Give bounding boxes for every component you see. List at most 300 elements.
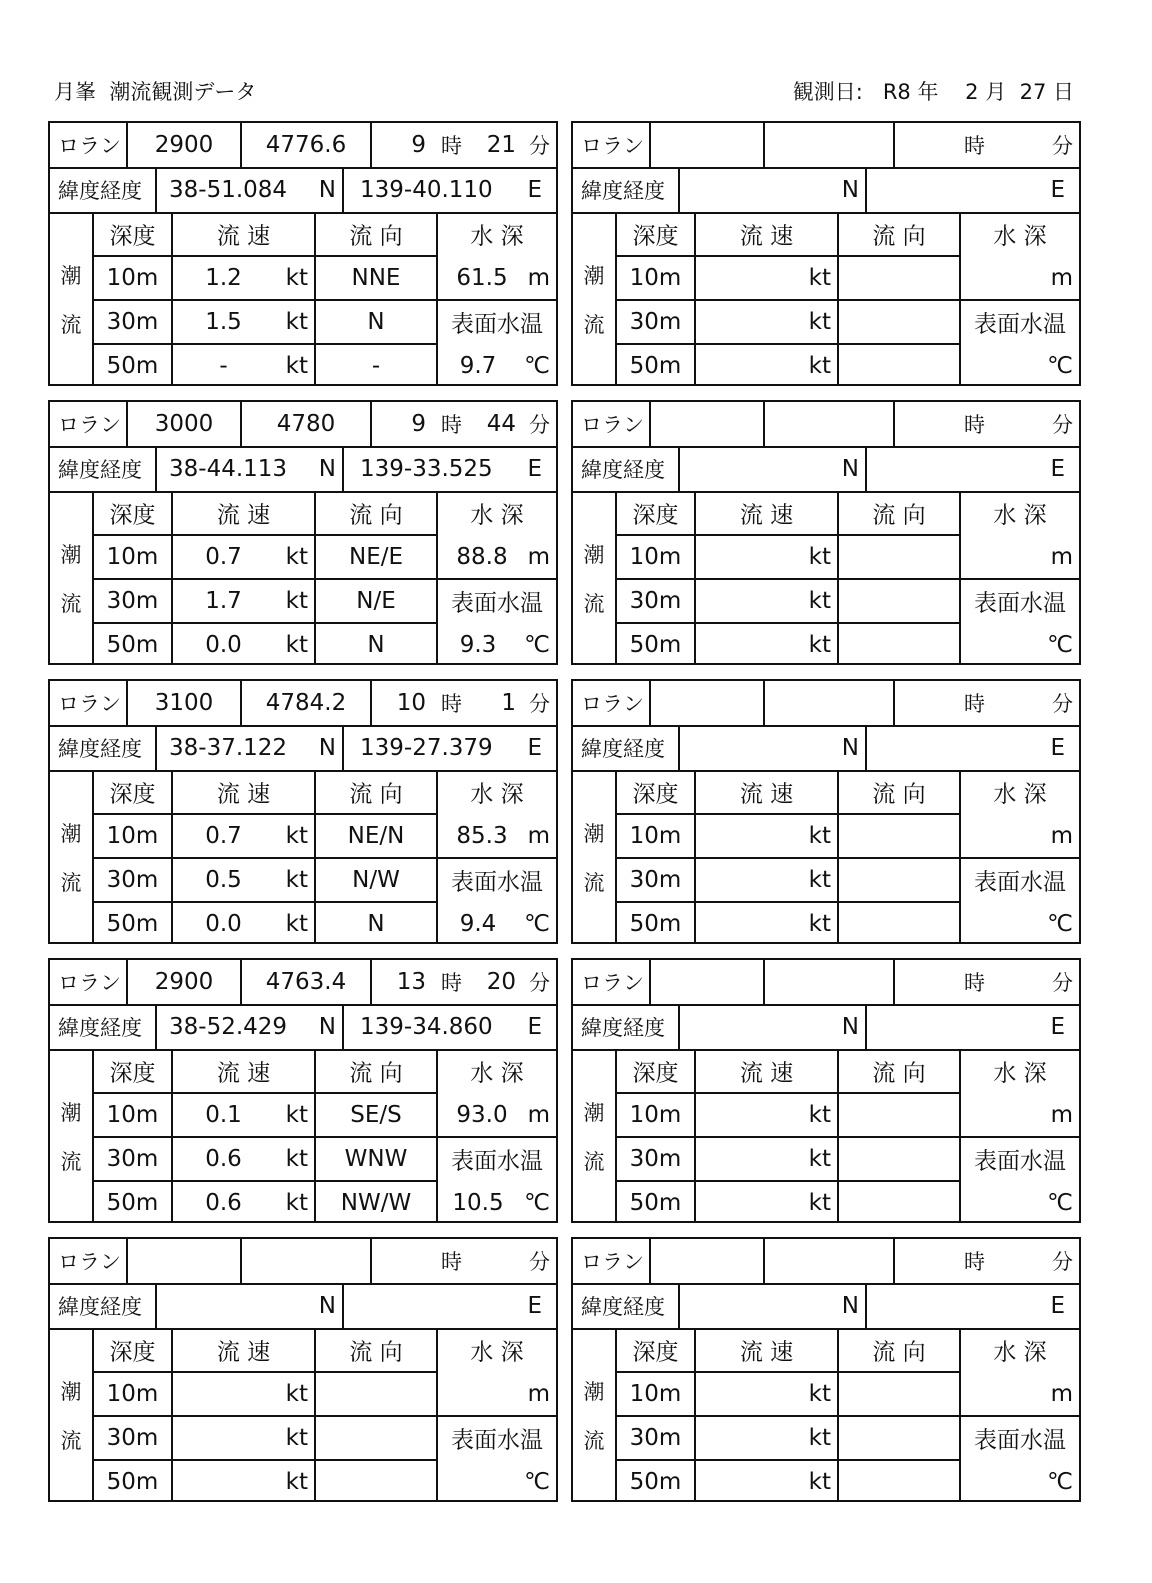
latlon-row: [573, 1004, 1079, 1051]
surface-temp-label: 表面水温: [451, 1148, 543, 1175]
loran1-cell: [651, 1239, 765, 1283]
speed-50m-cell: [173, 1460, 314, 1504]
water-depth-header-label: 水 深: [993, 223, 1047, 250]
kt-unit: kt: [808, 1425, 831, 1451]
tide-label-2: 流: [583, 871, 605, 895]
table-row: [94, 344, 171, 388]
celsius-unit: ℃: [1047, 911, 1073, 937]
latitude-cell: [680, 725, 867, 770]
speed-50m-cell: [696, 344, 837, 388]
kt-unit: kt: [808, 823, 831, 849]
speed-10m-cell: [696, 1372, 837, 1416]
tide-label-1: 潮: [60, 1380, 82, 1404]
hour-unit: 時: [964, 971, 985, 995]
dir-10m: NE/N: [347, 823, 405, 849]
loran1-value: 3000: [154, 411, 214, 437]
latlon-label-cell: [573, 725, 680, 770]
east-label: E: [1050, 1292, 1065, 1319]
dir-10m-cell: [316, 1093, 436, 1137]
depth-header-label: 深度: [632, 781, 679, 808]
table-row: [617, 1093, 694, 1137]
latlon-label-cell: [573, 167, 680, 212]
speed-50m: 0.0: [205, 632, 242, 658]
loran-row: [50, 960, 556, 1006]
water-depth-header: [961, 491, 1079, 535]
surface-temp-value: 9.4: [459, 911, 497, 937]
depth-10m: 10m: [106, 265, 159, 291]
dir-50m-cell: [839, 902, 959, 946]
water-depth-header: [961, 1049, 1079, 1093]
east-label: E: [527, 734, 542, 761]
table-row: [94, 623, 171, 667]
speed-10m-cell: [696, 1093, 837, 1137]
time-cell: [895, 123, 1079, 167]
east-label: E: [1050, 176, 1065, 203]
time-cell: [895, 960, 1079, 1004]
table-row: [94, 1181, 171, 1225]
kt-unit: kt: [808, 588, 831, 614]
hour-value: 9: [411, 411, 426, 437]
depth-30m: 30m: [106, 309, 159, 335]
dir-50m: NW/W: [340, 1190, 412, 1216]
water-depth-value: 61.5: [456, 265, 508, 291]
m-unit: m: [1050, 265, 1073, 291]
minute-value: 44: [486, 411, 516, 437]
water-depth-header: [961, 212, 1079, 256]
speed-header-label: 流 速: [739, 502, 794, 529]
tide-label-2: 流: [60, 592, 82, 616]
dir-50m: N: [367, 911, 385, 937]
water-depth-header: [438, 770, 556, 814]
m-unit: m: [527, 265, 550, 291]
loran2-cell: [765, 960, 895, 1004]
surface-temp-label: 表面水温: [974, 1427, 1066, 1454]
surface-temp-cell: [961, 1460, 1079, 1504]
kt-unit: kt: [808, 632, 831, 658]
speed-header-label: 流 速: [216, 1060, 271, 1087]
latlon-row: [573, 1283, 1079, 1330]
latitude-value: 38-51.084: [169, 176, 288, 203]
latlon-label: 緯度経度: [581, 178, 665, 203]
minute-unit: 分: [529, 413, 550, 437]
tide-label-1: 潮: [60, 1101, 82, 1125]
latlon-label: 緯度経度: [58, 1294, 142, 1319]
speed-50m-cell: [696, 623, 837, 667]
dir-10m-cell: [316, 256, 436, 300]
latitude-cell: [157, 446, 344, 491]
speed-header: [173, 212, 314, 256]
depth-50m: 50m: [629, 911, 682, 937]
loran-label: ロラン: [58, 413, 121, 437]
surface-temp-label-cell: [438, 300, 556, 344]
tide-label-2: 流: [583, 1429, 605, 1453]
loran1-cell: [128, 681, 242, 725]
direction-header: [316, 491, 436, 535]
longitude-cell: [867, 1283, 1079, 1328]
surface-temp-cell: [438, 902, 556, 946]
water-depth-header: [438, 491, 556, 535]
current-table: [573, 1049, 1079, 1221]
depth-header: [617, 491, 694, 535]
table-row: [617, 623, 694, 667]
depth-header: [617, 1049, 694, 1093]
depth-header-label: 深度: [109, 223, 156, 250]
loran-label-cell: [573, 402, 651, 446]
surface-temp-cell: [961, 1181, 1079, 1225]
depth-30m: 30m: [629, 309, 682, 335]
speed-30m-cell: [696, 579, 837, 623]
tide-label-1: 潮: [60, 264, 82, 288]
record-card: [48, 121, 558, 386]
water-depth-header-label: 水 深: [470, 781, 524, 808]
record-card: [48, 1237, 558, 1502]
direction-header-label: 流 向: [872, 1339, 926, 1366]
longitude-value: 139-33.525: [360, 455, 493, 482]
speed-10m-cell: [696, 535, 837, 579]
direction-header-label: 流 向: [349, 223, 403, 250]
loran-label-cell: [50, 1239, 128, 1283]
loran-row: [573, 1239, 1079, 1285]
depth-50m: 50m: [629, 1190, 682, 1216]
kt-unit: kt: [808, 309, 831, 335]
table-row: [617, 579, 694, 623]
surface-temp-cell: [438, 344, 556, 388]
depth-header: [94, 491, 171, 535]
speed-10m-cell: [173, 1093, 314, 1137]
water-depth-header-label: 水 深: [470, 502, 524, 529]
m-unit: m: [527, 544, 550, 570]
dir-10m-cell: [316, 535, 436, 579]
depth-30m: 30m: [629, 1146, 682, 1172]
surface-temp-cell: [438, 1460, 556, 1504]
speed-30m: 0.6: [205, 1146, 242, 1172]
table-row: [617, 1137, 694, 1181]
celsius-unit: ℃: [1047, 632, 1073, 658]
tide-label-2: 流: [60, 1429, 82, 1453]
depth-30m: 30m: [629, 867, 682, 893]
dir-10m-cell: [839, 535, 959, 579]
celsius-unit: ℃: [1047, 1190, 1073, 1216]
minute-unit: 分: [1052, 413, 1073, 437]
loran-row: [573, 681, 1079, 727]
time-cell: [895, 402, 1079, 446]
time-cell: [372, 1239, 556, 1283]
water-depth-cell: [438, 256, 556, 300]
kt-unit: kt: [808, 1469, 831, 1495]
water-depth-cell: [961, 1093, 1079, 1137]
direction-header: [316, 1049, 436, 1093]
latitude-cell: [157, 167, 344, 212]
speed-50m: -: [219, 353, 228, 379]
loran1-cell: [651, 960, 765, 1004]
loran2-cell: [765, 402, 895, 446]
dir-10m-cell: [839, 814, 959, 858]
surface-temp-label: 表面水温: [451, 311, 543, 338]
latlon-row: [50, 1283, 556, 1330]
tide-label-1: 潮: [583, 1101, 605, 1125]
loran1-value: 2900: [154, 132, 214, 158]
tide-label-2: 流: [60, 1150, 82, 1174]
surface-temp-cell: [961, 623, 1079, 667]
table-row: [617, 300, 694, 344]
date-era: R8: [882, 80, 911, 104]
depth-50m: 50m: [629, 1469, 682, 1495]
latlon-label-cell: [50, 725, 157, 770]
latitude-value: 38-52.429: [169, 1013, 288, 1040]
table-row: [617, 256, 694, 300]
latlon-label-cell: [573, 1004, 680, 1049]
dir-50m-cell: [839, 1181, 959, 1225]
loran2-value: 4763.4: [265, 969, 347, 995]
speed-50m: 0.6: [205, 1190, 242, 1216]
surface-temp-label: 表面水温: [974, 869, 1066, 896]
current-table: [573, 212, 1079, 384]
celsius-unit: ℃: [1047, 1469, 1073, 1495]
depth-30m: 30m: [629, 1425, 682, 1451]
dir-50m-cell: [839, 344, 959, 388]
water-depth-cell: [438, 1093, 556, 1137]
speed-header-label: 流 速: [739, 1060, 794, 1087]
speed-30m-cell: [696, 1137, 837, 1181]
m-unit: m: [527, 1381, 550, 1407]
direction-header-label: 流 向: [872, 781, 926, 808]
dir-30m: N/E: [356, 588, 396, 614]
speed-header: [173, 1328, 314, 1372]
depth-header-label: 深度: [109, 1339, 156, 1366]
celsius-unit: ℃: [1047, 353, 1073, 379]
table-row: [94, 902, 171, 946]
surface-temp-label-cell: [438, 579, 556, 623]
year-unit: 年: [917, 80, 939, 104]
kt-unit: kt: [285, 1146, 308, 1172]
table-row: [94, 535, 171, 579]
record-card: [571, 1237, 1081, 1502]
speed-10m: 1.2: [205, 265, 242, 291]
kt-unit: kt: [808, 1190, 831, 1216]
north-label: N: [841, 734, 859, 761]
latitude-cell: [680, 446, 867, 491]
depth-header: [94, 770, 171, 814]
depth-header-label: 深度: [632, 502, 679, 529]
table-row: [617, 902, 694, 946]
current-table: [50, 770, 556, 942]
celsius-unit: ℃: [524, 353, 550, 379]
loran1-cell: [128, 402, 242, 446]
kt-unit: kt: [285, 353, 308, 379]
dir-30m: N/W: [352, 867, 400, 893]
speed-30m-cell: [696, 300, 837, 344]
table-row: [617, 858, 694, 902]
minute-unit: 分: [1052, 1250, 1073, 1274]
time-cell: [372, 960, 556, 1004]
dir-10m-cell: [839, 1372, 959, 1416]
surface-temp-label-cell: [961, 1137, 1079, 1181]
latlon-row: [50, 725, 556, 772]
north-label: N: [318, 734, 336, 761]
hour-unit: 時: [441, 1250, 462, 1274]
kt-unit: kt: [285, 1469, 308, 1495]
speed-50m-cell: [696, 1181, 837, 1225]
depth-10m: 10m: [106, 544, 159, 570]
latlon-row: [50, 446, 556, 493]
latlon-row: [50, 167, 556, 214]
depth-50m: 50m: [629, 632, 682, 658]
depth-header-label: 深度: [632, 1060, 679, 1087]
depth-header-label: 深度: [632, 1339, 679, 1366]
latitude-value: 38-37.122: [169, 734, 288, 761]
tide-label-2: 流: [583, 313, 605, 337]
direction-header: [316, 1328, 436, 1372]
speed-30m: 1.7: [205, 588, 242, 614]
hour-value: 9: [411, 132, 426, 158]
tide-label-2: 流: [60, 313, 82, 337]
loran1-value: 2900: [154, 969, 214, 995]
water-depth-header-label: 水 深: [993, 1060, 1047, 1087]
loran2-cell: [765, 681, 895, 725]
m-unit: m: [1050, 1381, 1073, 1407]
speed-30m-cell: [696, 1416, 837, 1460]
current-table: [50, 1328, 556, 1500]
loran2-cell: [242, 681, 372, 725]
dir-10m: NNE: [351, 265, 401, 291]
table-row: [617, 814, 694, 858]
hour-unit: 時: [964, 413, 985, 437]
latitude-value: 38-44.113: [169, 455, 288, 482]
speed-30m-cell: [696, 858, 837, 902]
dir-10m: SE/S: [350, 1102, 402, 1128]
speed-header: [173, 491, 314, 535]
surface-temp-label-cell: [438, 858, 556, 902]
latlon-label-cell: [50, 1283, 157, 1328]
current-table: [50, 491, 556, 663]
celsius-unit: ℃: [524, 1190, 550, 1216]
longitude-value: 139-34.860: [360, 1013, 493, 1040]
depth-header: [617, 1328, 694, 1372]
table-row: [617, 1416, 694, 1460]
water-depth-cell: [961, 535, 1079, 579]
loran2-value: 4776.6: [265, 132, 347, 158]
latitude-cell: [680, 167, 867, 212]
tide-label-1: 潮: [583, 1380, 605, 1404]
depth-50m: 50m: [106, 1469, 159, 1495]
longitude-cell: [867, 446, 1079, 491]
latlon-label-cell: [573, 1283, 680, 1328]
dir-30m-cell: [839, 1416, 959, 1460]
latlon-label: 緯度経度: [58, 457, 142, 482]
m-unit: m: [527, 1102, 550, 1128]
north-label: N: [841, 176, 859, 203]
date-label: 観測日:: [792, 80, 863, 104]
depth-10m: 10m: [629, 544, 682, 570]
loran-label: ロラン: [58, 134, 121, 158]
direction-header-label: 流 向: [349, 1339, 403, 1366]
table-row: [94, 1460, 171, 1504]
record-card: [571, 121, 1081, 386]
loran1-value: 3100: [154, 690, 214, 716]
north-label: N: [318, 455, 336, 482]
speed-50m-cell: [173, 344, 314, 388]
speed-30m-cell: [173, 1416, 314, 1460]
depth-header-label: 深度: [109, 502, 156, 529]
loran-row: [50, 402, 556, 448]
hour-unit: 時: [441, 413, 462, 437]
depth-10m: 10m: [629, 265, 682, 291]
north-label: N: [318, 1013, 336, 1040]
depth-10m: 10m: [106, 1102, 159, 1128]
dir-50m-cell: [839, 623, 959, 667]
loran-label: ロラン: [581, 413, 644, 437]
latitude-cell: [157, 725, 344, 770]
minute-unit: 分: [529, 971, 550, 995]
kt-unit: kt: [808, 353, 831, 379]
time-cell: [895, 1239, 1079, 1283]
observation-date: [793, 76, 1074, 106]
surface-temp-cell: [438, 1181, 556, 1225]
kt-unit: kt: [808, 544, 831, 570]
tide-label-2: 流: [60, 871, 82, 895]
speed-30m-cell: [173, 1137, 314, 1181]
speed-30m-cell: [173, 300, 314, 344]
kt-unit: kt: [285, 1381, 308, 1407]
loran-row: [573, 123, 1079, 169]
speed-50m-cell: [173, 902, 314, 946]
table-row: [617, 344, 694, 388]
loran2-value: 4784.2: [265, 690, 347, 716]
latlon-label: 緯度経度: [581, 1294, 665, 1319]
hour-unit: 時: [441, 692, 462, 716]
loran-label-cell: [573, 681, 651, 725]
direction-header: [839, 770, 959, 814]
speed-50m-cell: [173, 1181, 314, 1225]
direction-header: [839, 212, 959, 256]
dir-30m-cell: [316, 300, 436, 344]
speed-header: [173, 1049, 314, 1093]
speed-header-label: 流 速: [216, 502, 271, 529]
east-label: E: [527, 1013, 542, 1040]
minute-value: 1: [501, 690, 516, 716]
loran-row: [50, 681, 556, 727]
dir-30m-cell: [316, 1137, 436, 1181]
hour-unit: 時: [964, 134, 985, 158]
longitude-cell: [344, 725, 556, 770]
depth-30m: 30m: [106, 588, 159, 614]
page-title: 月峯 潮流観測データ: [54, 80, 257, 104]
speed-10m-cell: [173, 1372, 314, 1416]
table-row: [94, 1093, 171, 1137]
water-depth-header-label: 水 深: [993, 502, 1047, 529]
speed-10m-cell: [173, 814, 314, 858]
latlon-label: 緯度経度: [58, 1015, 142, 1040]
minute-value: 21: [486, 132, 516, 158]
kt-unit: kt: [285, 544, 308, 570]
water-depth-value: 93.0: [456, 1102, 508, 1128]
date-month: 2: [965, 80, 979, 104]
latlon-label-cell: [573, 446, 680, 491]
m-unit: m: [1050, 823, 1073, 849]
speed-header: [696, 212, 837, 256]
loran2-cell: [765, 123, 895, 167]
north-label: N: [841, 1292, 859, 1319]
water-depth-header: [961, 770, 1079, 814]
m-unit: m: [1050, 544, 1073, 570]
water-depth-value: 85.3: [456, 823, 508, 849]
dir-30m: WNW: [344, 1146, 408, 1172]
loran-label-cell: [573, 1239, 651, 1283]
surface-temp-label-cell: [438, 1416, 556, 1460]
water-depth-header: [438, 1328, 556, 1372]
direction-header: [839, 1328, 959, 1372]
surface-temp-label: 表面水温: [974, 1148, 1066, 1175]
